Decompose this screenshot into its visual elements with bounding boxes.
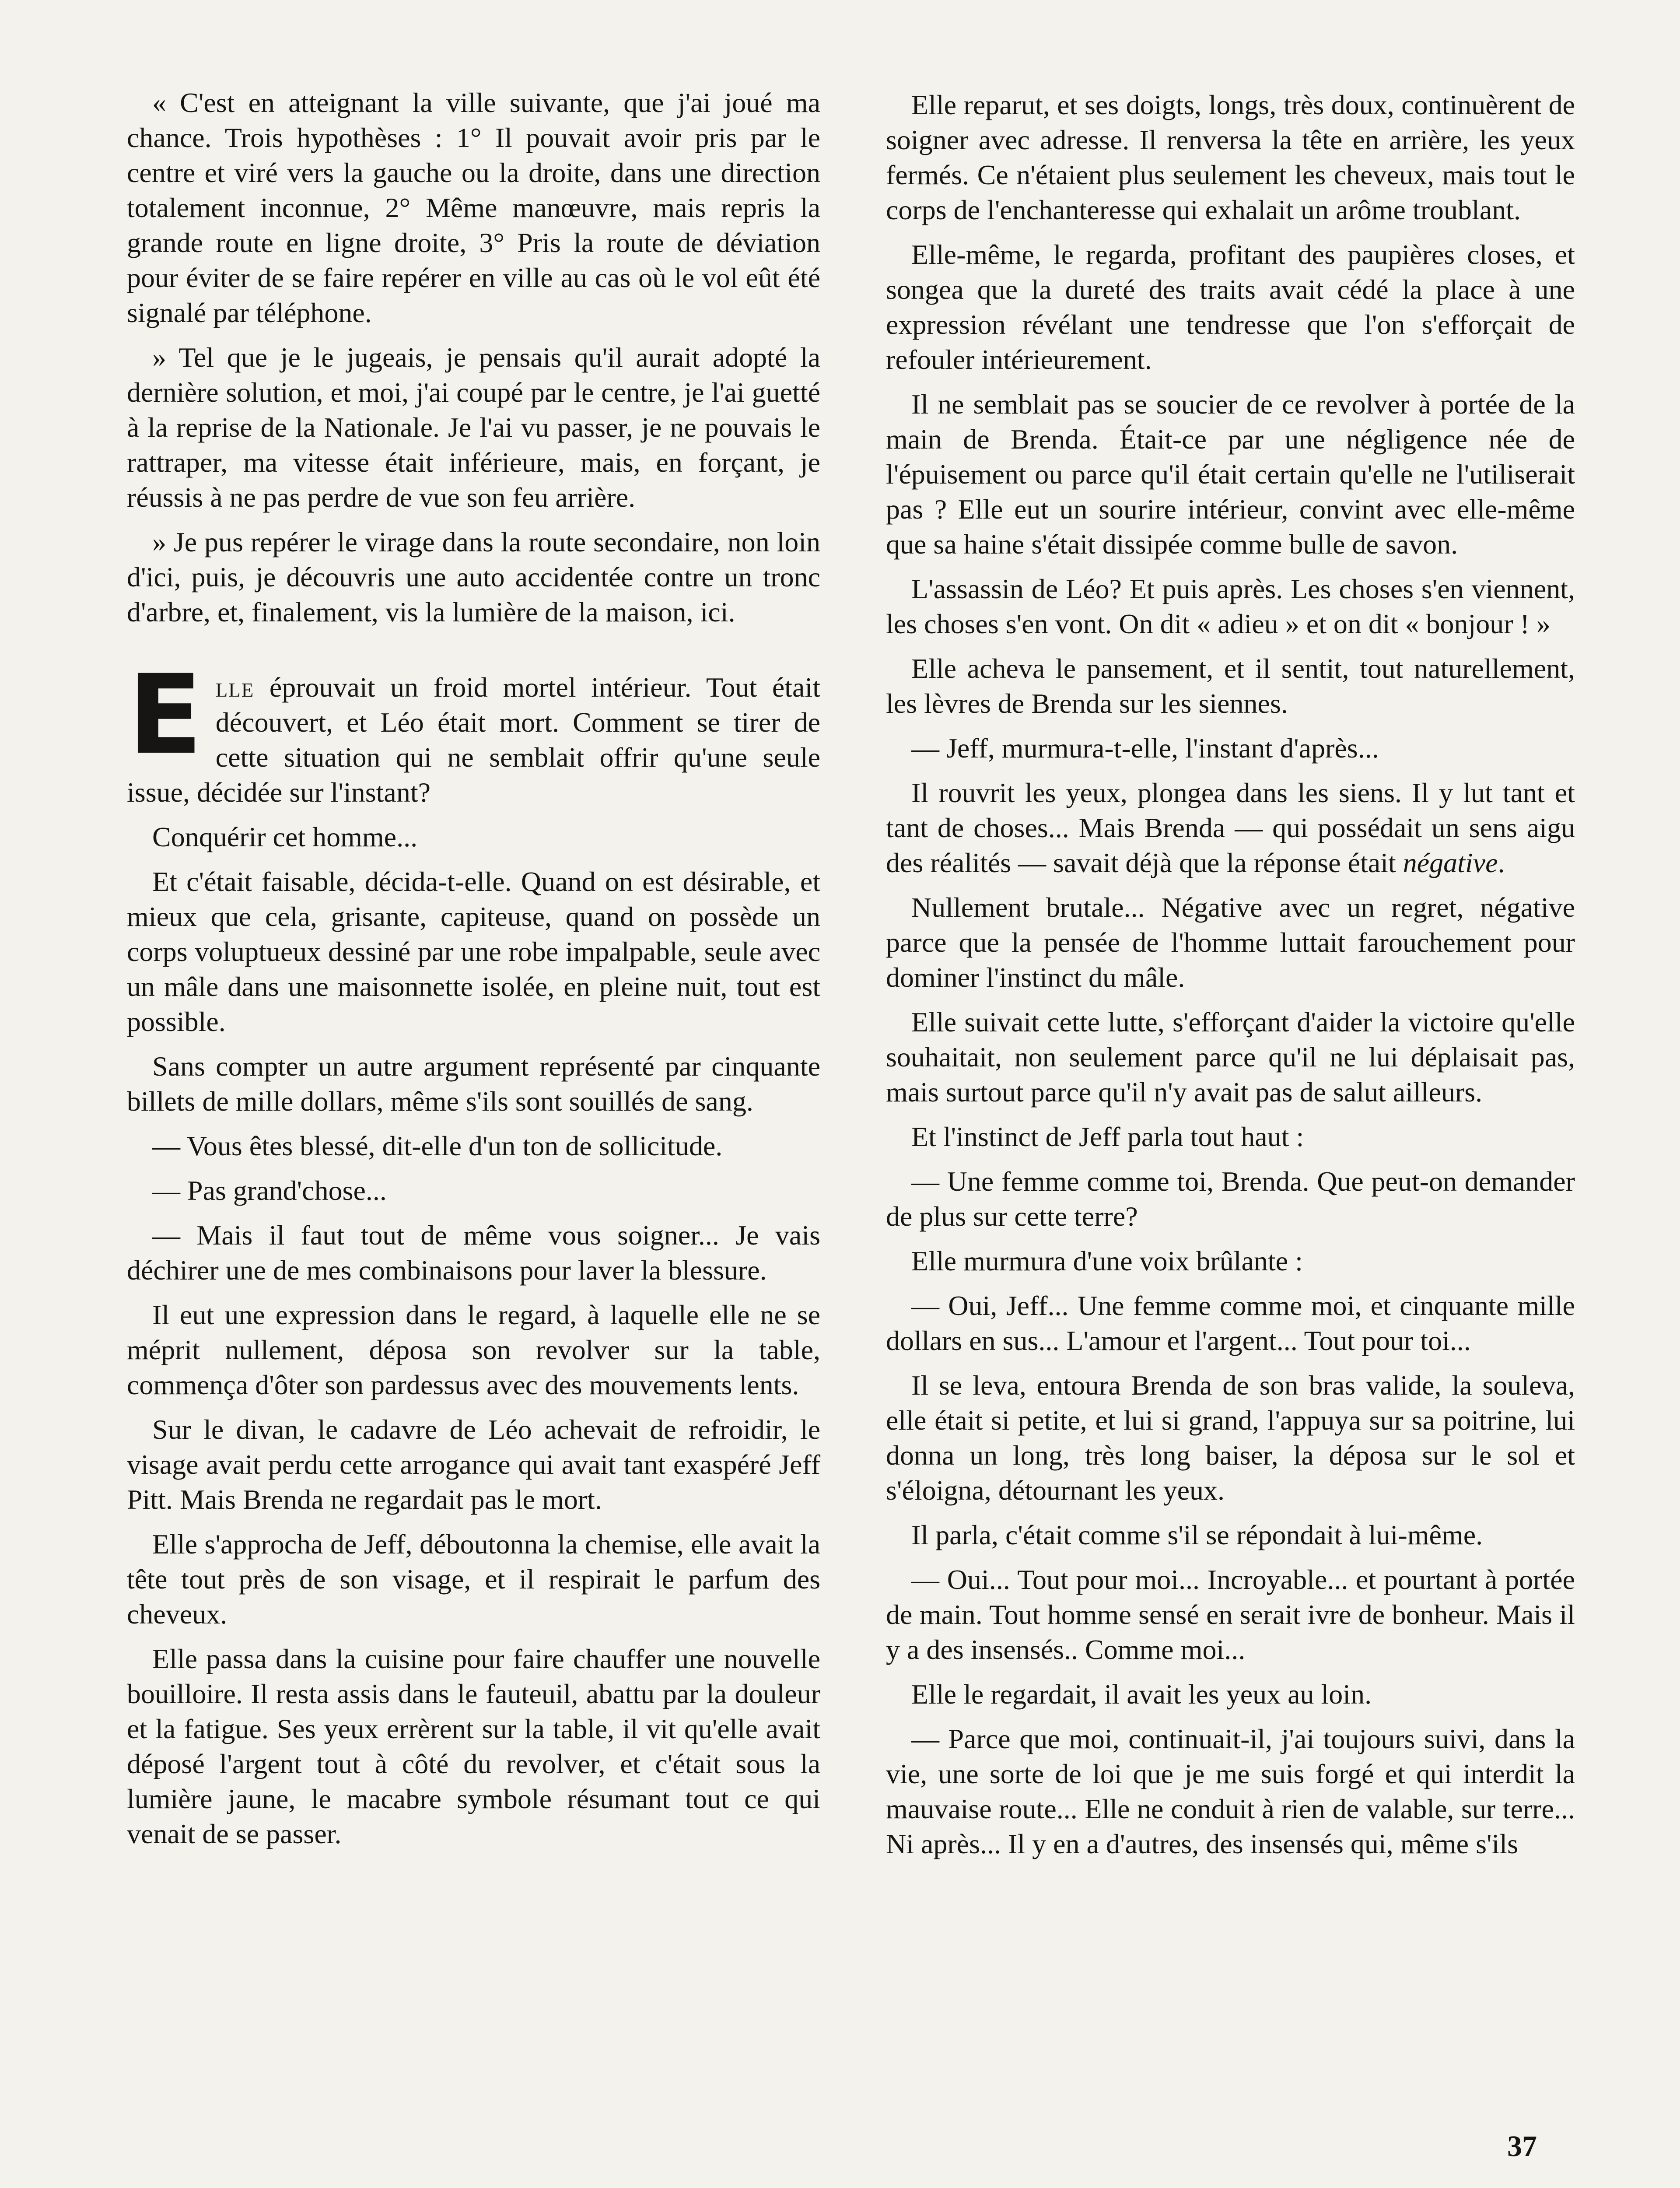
drop-cap: E	[128, 651, 203, 778]
left-paragraph-5: Conquérir cet homme...	[152, 821, 418, 852]
right-paragraph-6: — Jeff, murmura-t-elle, l'instant d'après...	[911, 733, 1379, 764]
right-paragraph-11: — Une femme comme toi, Brenda. Que peut-on demander de plus sur cette terre?	[886, 1166, 1575, 1232]
right-paragraph-8: Nullement brutale... Négative avec un regret, négative parce que la pensée de l'homme luttait farouchement pour dominer l'instinct du mâle.	[886, 892, 1575, 993]
left-paragraph-2: » Tel que je le jugeais, je pensais qu'il aurait adopté la dernière solution, et moi, j'ai coupé par le centre, je l'ai guetté à la reprise de la Nationale. Je l'ai vu passer, je ne pouvais le rattraper, ma vitesse était inférieure, mais, en forçant, je réussis à ne pas perdre de vue son feu arrière.	[127, 342, 820, 513]
italic-word: négative	[1403, 847, 1498, 878]
right-paragraph-2: Elle-même, le regarda, profitant des paupières closes, et songea que la dureté des traits avait cédé la place à une expression révélant une tendresse que l'on s'efforçait de refouler intérieurement.	[886, 239, 1575, 375]
left-paragraph-8: — Vous êtes blessé, dit-elle d'un ton de sollicitude.	[152, 1130, 723, 1161]
section-break	[127, 639, 820, 670]
left-paragraph-4-text: éprouvait un froid mortel intérieur. Tout était découvert, et Léo était mort. Comment se tirer de cette situation qui ne semblait offrir qu'une seule issue, décidée sur l'instant?	[127, 672, 820, 808]
right-paragraph-17: Elle le regardait, il avait les yeux au loin.	[911, 1679, 1372, 1710]
right-paragraph-5: Elle acheva le pansement, et il sentit, tout naturellement, les lèvres de Brenda sur les siennes.	[886, 653, 1575, 719]
right-paragraph-9: Elle suivait cette lutte, s'efforçant d'aider la victoire qu'elle souhaitait, non seulement parce qu'il ne lui déplaisait pas, mais surtout parce qu'il n'y avait pas de salut ailleurs.	[886, 1006, 1575, 1108]
right-paragraph-7-text: Il rouvrit les yeux, plongea dans les siens. Il y lut tant et tant de choses... Mais Brenda — qui possédait un sens aigu des réalités — savait déjà que la réponse était	[886, 777, 1575, 878]
right-paragraph-16: — Oui... Tout pour moi... Incroyable... et pourtant à portée de main. Tout homme sensé en serait ivre de bonheur. Mais il y a des insensés.. Comme moi...	[886, 1564, 1575, 1665]
drop-cap-smallcaps: lle	[215, 672, 255, 703]
right-paragraph-7	[886, 775, 1575, 880]
right-paragraph-7-end: .	[1498, 847, 1505, 878]
page-number: 37	[1507, 2129, 1537, 2163]
left-paragraph-13: Elle s'approcha de Jeff, déboutonna la chemise, elle avait la tête tout près de son visage, et il respirait le parfum des cheveux.	[127, 1529, 820, 1630]
right-paragraph-13: — Oui, Jeff... Une femme comme moi, et cinquante mille dollars en sus... L'amour et l'argent... Tout pour toi...	[886, 1290, 1575, 1356]
left-paragraph-9: — Pas grand'chose...	[152, 1175, 387, 1206]
left-paragraph-4	[127, 651, 820, 810]
right-paragraph-12: Elle murmura d'une voix brûlante :	[911, 1245, 1303, 1276]
right-paragraph-10: Et l'instinct de Jeff parla tout haut :	[911, 1121, 1304, 1152]
left-column	[127, 85, 820, 1861]
left-paragraph-11: Il eut une expression dans le regard, à laquelle elle ne se méprit nullement, déposa son revolver sur la table, commença d'ôter son pardessus avec des mouvements lents.	[127, 1299, 820, 1400]
left-paragraph-14: Elle passa dans la cuisine pour faire chauffer une nouvelle bouilloire. Il resta assis dans le fauteuil, abattu par la douleur et la fatigue. Ses yeux errèrent sur la table, il vit qu'elle avait déposé l'argent tout à côté du revolver, et c'était sous la lumière jaune, le macabre symbole résumant tout ce qui venait de se passer.	[127, 1643, 820, 1849]
right-paragraph-18: — Parce que moi, continuait-il, j'ai toujours suivi, dans la vie, une sorte de loi que je me suis forgé et qui interdit la mauvaise route... Elle ne conduit à rien de valable, sur terre... Ni après... Il y en a d'autres, des insensés qui, même s'ils	[886, 1723, 1575, 1859]
right-paragraph-4: L'assassin de Léo? Et puis après. Les choses s'en viennent, les choses s'en vont. On dit « adieu » et on dit « bonjour ! »	[886, 573, 1575, 639]
left-paragraph-6: Et c'était faisable, décida-t-elle. Quand on est désirable, et mieux que cela, grisante, capiteuse, quand on possède un corps voluptueux dessiné par une robe impalpable, seule avec un mâle dans une maisonnette isolée, en pleine nuit, tout est possible.	[127, 866, 820, 1037]
left-paragraph-7: Sans compter un autre argument représenté par cinquante billets de mille dollars, même s'ils sont souillés de sang.	[127, 1051, 820, 1117]
right-column	[886, 88, 1575, 1871]
right-paragraph-3: Il ne semblait pas se soucier de ce revolver à portée de la main de Brenda. Était-ce par une négligence née de l'épuisement ou parce qu'il était certain qu'elle ne l'utiliserait pas ? Elle eut un sourire intérieur, convint avec elle-même que sa haine s'était dissipée comme bulle de savon.	[886, 389, 1575, 560]
left-paragraph-1: « C'est en atteignant la ville suivante, que j'ai joué ma chance. Trois hypothèses : 1° Il pouvait avoir pris par le centre et viré vers la gauche ou la droite, dans une direction totalement inconnue, 2° Même manœuvre, mais repris la grande route en ligne droite, 3° Pris la route de déviation pour éviter de se faire repérer en ville au cas où le vol eût été signalé par téléphone.	[127, 87, 820, 328]
right-paragraph-15: Il parla, c'était comme s'il se répondait à lui-même.	[911, 1519, 1483, 1550]
left-paragraph-3: » Je pus repérer le virage dans la route secondaire, non loin d'ici, puis, je découvris une auto accidentée contre un tronc d'arbre, et, finalement, vis la lumière de la maison, ici.	[127, 526, 820, 628]
right-paragraph-14: Il se leva, entoura Brenda de son bras valide, la souleva, elle était si petite, et lui si grand, l'appuya sur sa poitrine, lui donna un long, très long baiser, la déposa sur le sol et s'éloigna, détournant les yeux.	[886, 1370, 1575, 1506]
left-paragraph-10: — Mais il faut tout de même vous soigner... Je vais déchirer une de mes combinaisons pour laver la blessure.	[127, 1220, 820, 1286]
left-paragraph-12: Sur le divan, le cadavre de Léo achevait de refroidir, le visage avait perdu cette arrogance qui avait tant exaspéré Jeff Pitt. Mais Brenda ne regardait pas le mort.	[127, 1414, 820, 1515]
right-paragraph-1: Elle reparut, et ses doigts, longs, très doux, continuèrent de soigner avec adresse. Il renversa la tête en arrière, les yeux fermés. Ce n'étaient plus seulement les cheveux, mais tout le corps de l'enchanteresse qui exhalait un arôme troublant.	[886, 89, 1575, 225]
